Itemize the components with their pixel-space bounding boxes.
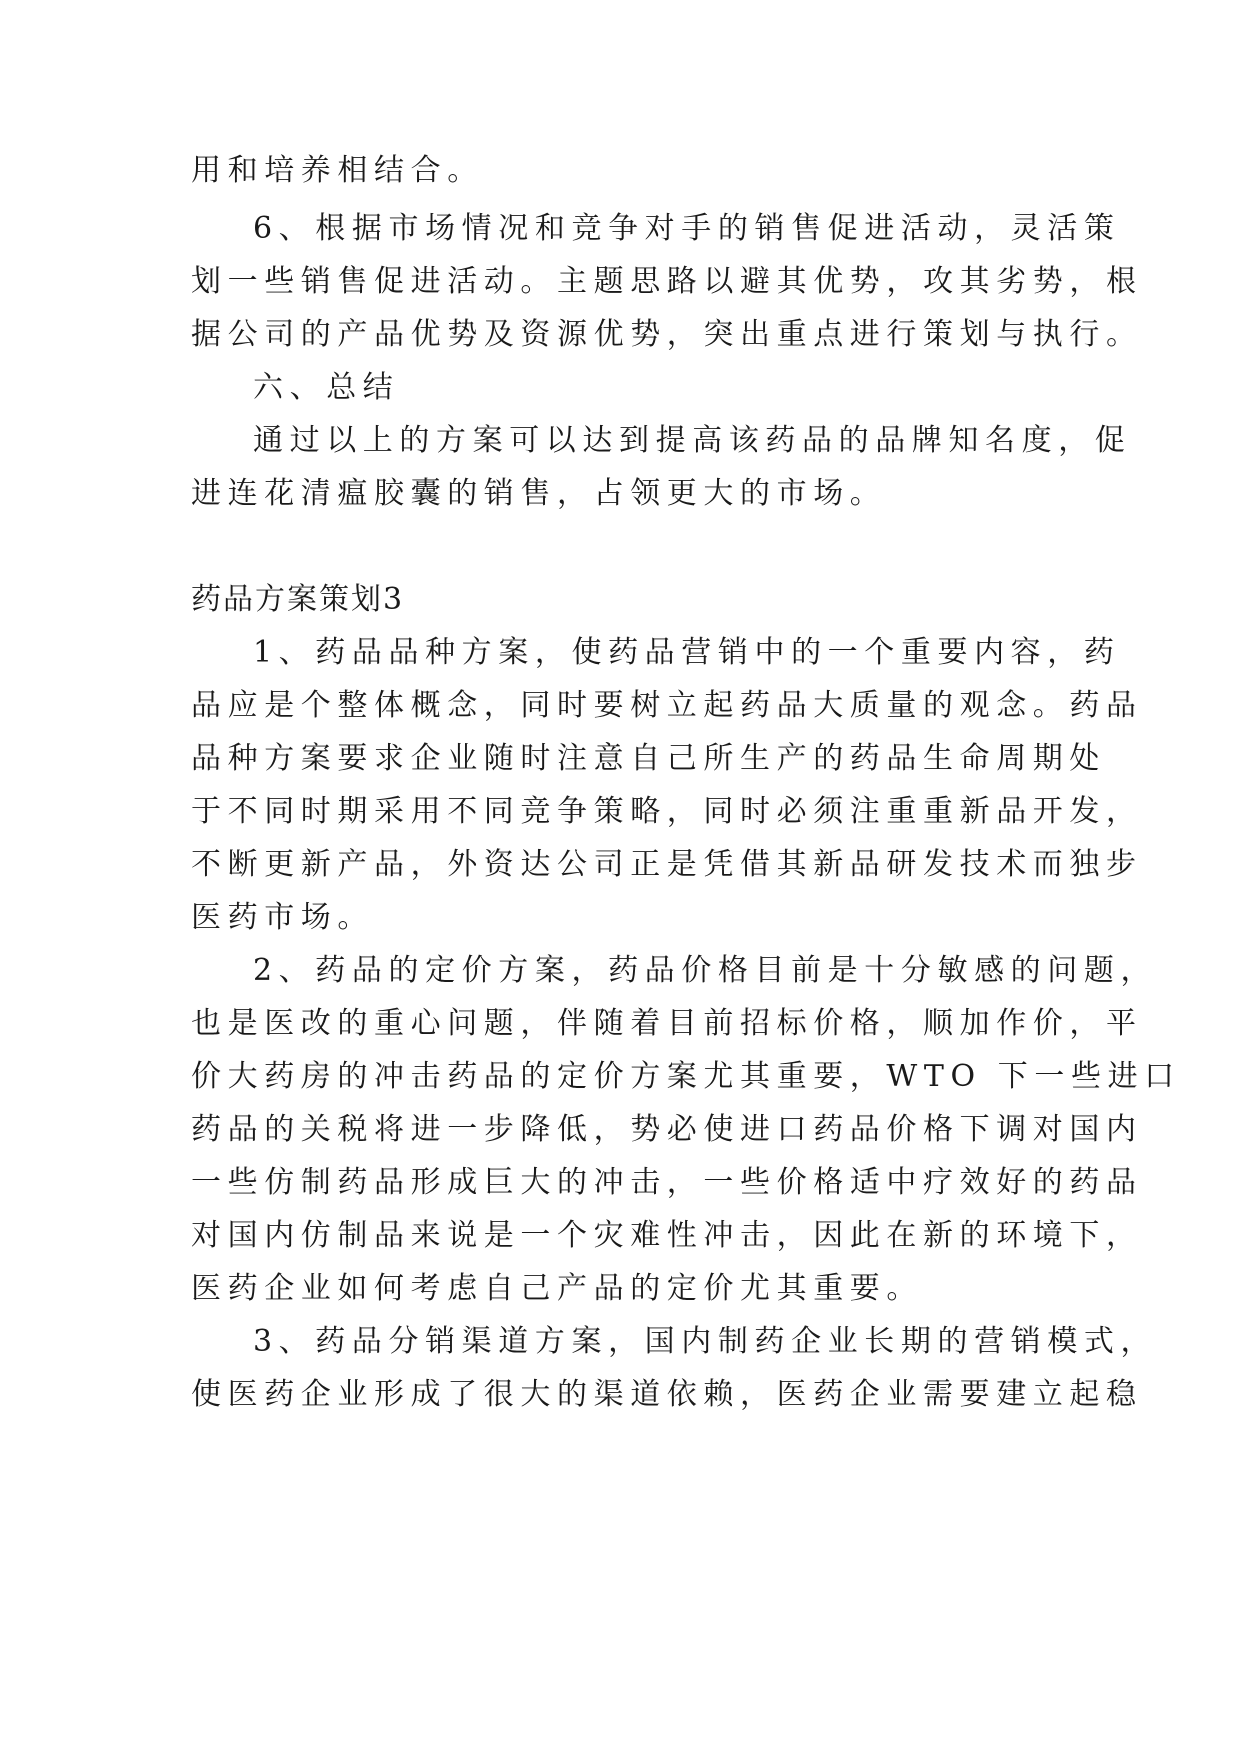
text-line: 进连花清瘟胶囊的销售，占领更大的市场。 [191, 476, 887, 511]
text-line: 品应是个整体概念，同时要树立起药品大质量的观念。药品 [191, 688, 1143, 723]
text-line: 也是医改的重心问题，伴随着目前招标价格，顺加作价，平 [191, 1006, 1143, 1041]
text-line: 划一些销售促进活动。主题思路以避其优势，攻其劣势，根 [191, 264, 1143, 299]
text-line: 对国内仿制品来说是一个灾难性冲击，因此在新的环境下， [191, 1218, 1143, 1253]
text-line: 一些仿制药品形成巨大的冲击，一些价格适中疗效好的药品 [191, 1165, 1143, 1200]
text-line: 不断更新产品，外资达公司正是凭借其新品研发技术而独步 [191, 847, 1143, 882]
text-line: 于不同时期采用不同竞争策略，同时必须注重重新品开发， [191, 794, 1143, 829]
text-line: 1、药品品种方案，使药品营销中的一个重要内容，药 [253, 635, 1121, 670]
section-heading: 六、总结 [253, 370, 400, 405]
text-line: 3、药品分销渠道方案，国内制药企业长期的营销模式， [253, 1324, 1158, 1359]
text-line: 2、药品的定价方案，药品价格目前是十分敏感的问题， [253, 953, 1158, 988]
text-line: 医药企业如何考虑自己产品的定价尤其重要。 [191, 1271, 923, 1306]
text-line: 据公司的产品优势及资源优势，突出重点进行策划与执行。 [191, 317, 1143, 352]
text-line: 使医药企业形成了很大的渠道依赖，医药企业需要建立起稳 [191, 1377, 1143, 1412]
text-line: 品种方案要求企业随时注意自己所生产的药品生命周期处 [191, 741, 1106, 776]
text-line: 价大药房的冲击药品的定价方案尤其重要，WTO 下一些进口 [191, 1059, 1181, 1094]
document-title: 药品方案策划3 [191, 582, 405, 617]
text-line: 药品的关税将进一步降低，势必使进口药品价格下调对国内 [191, 1112, 1143, 1147]
text-line: 通过以上的方案可以达到提高该药品的品牌知名度，促 [253, 423, 1132, 458]
text-line: 医药市场。 [191, 900, 374, 935]
text-line: 用和培养相结合。 [191, 153, 484, 188]
text-line: 6、根据市场情况和竞争对手的销售促进活动，灵活策 [253, 211, 1121, 246]
